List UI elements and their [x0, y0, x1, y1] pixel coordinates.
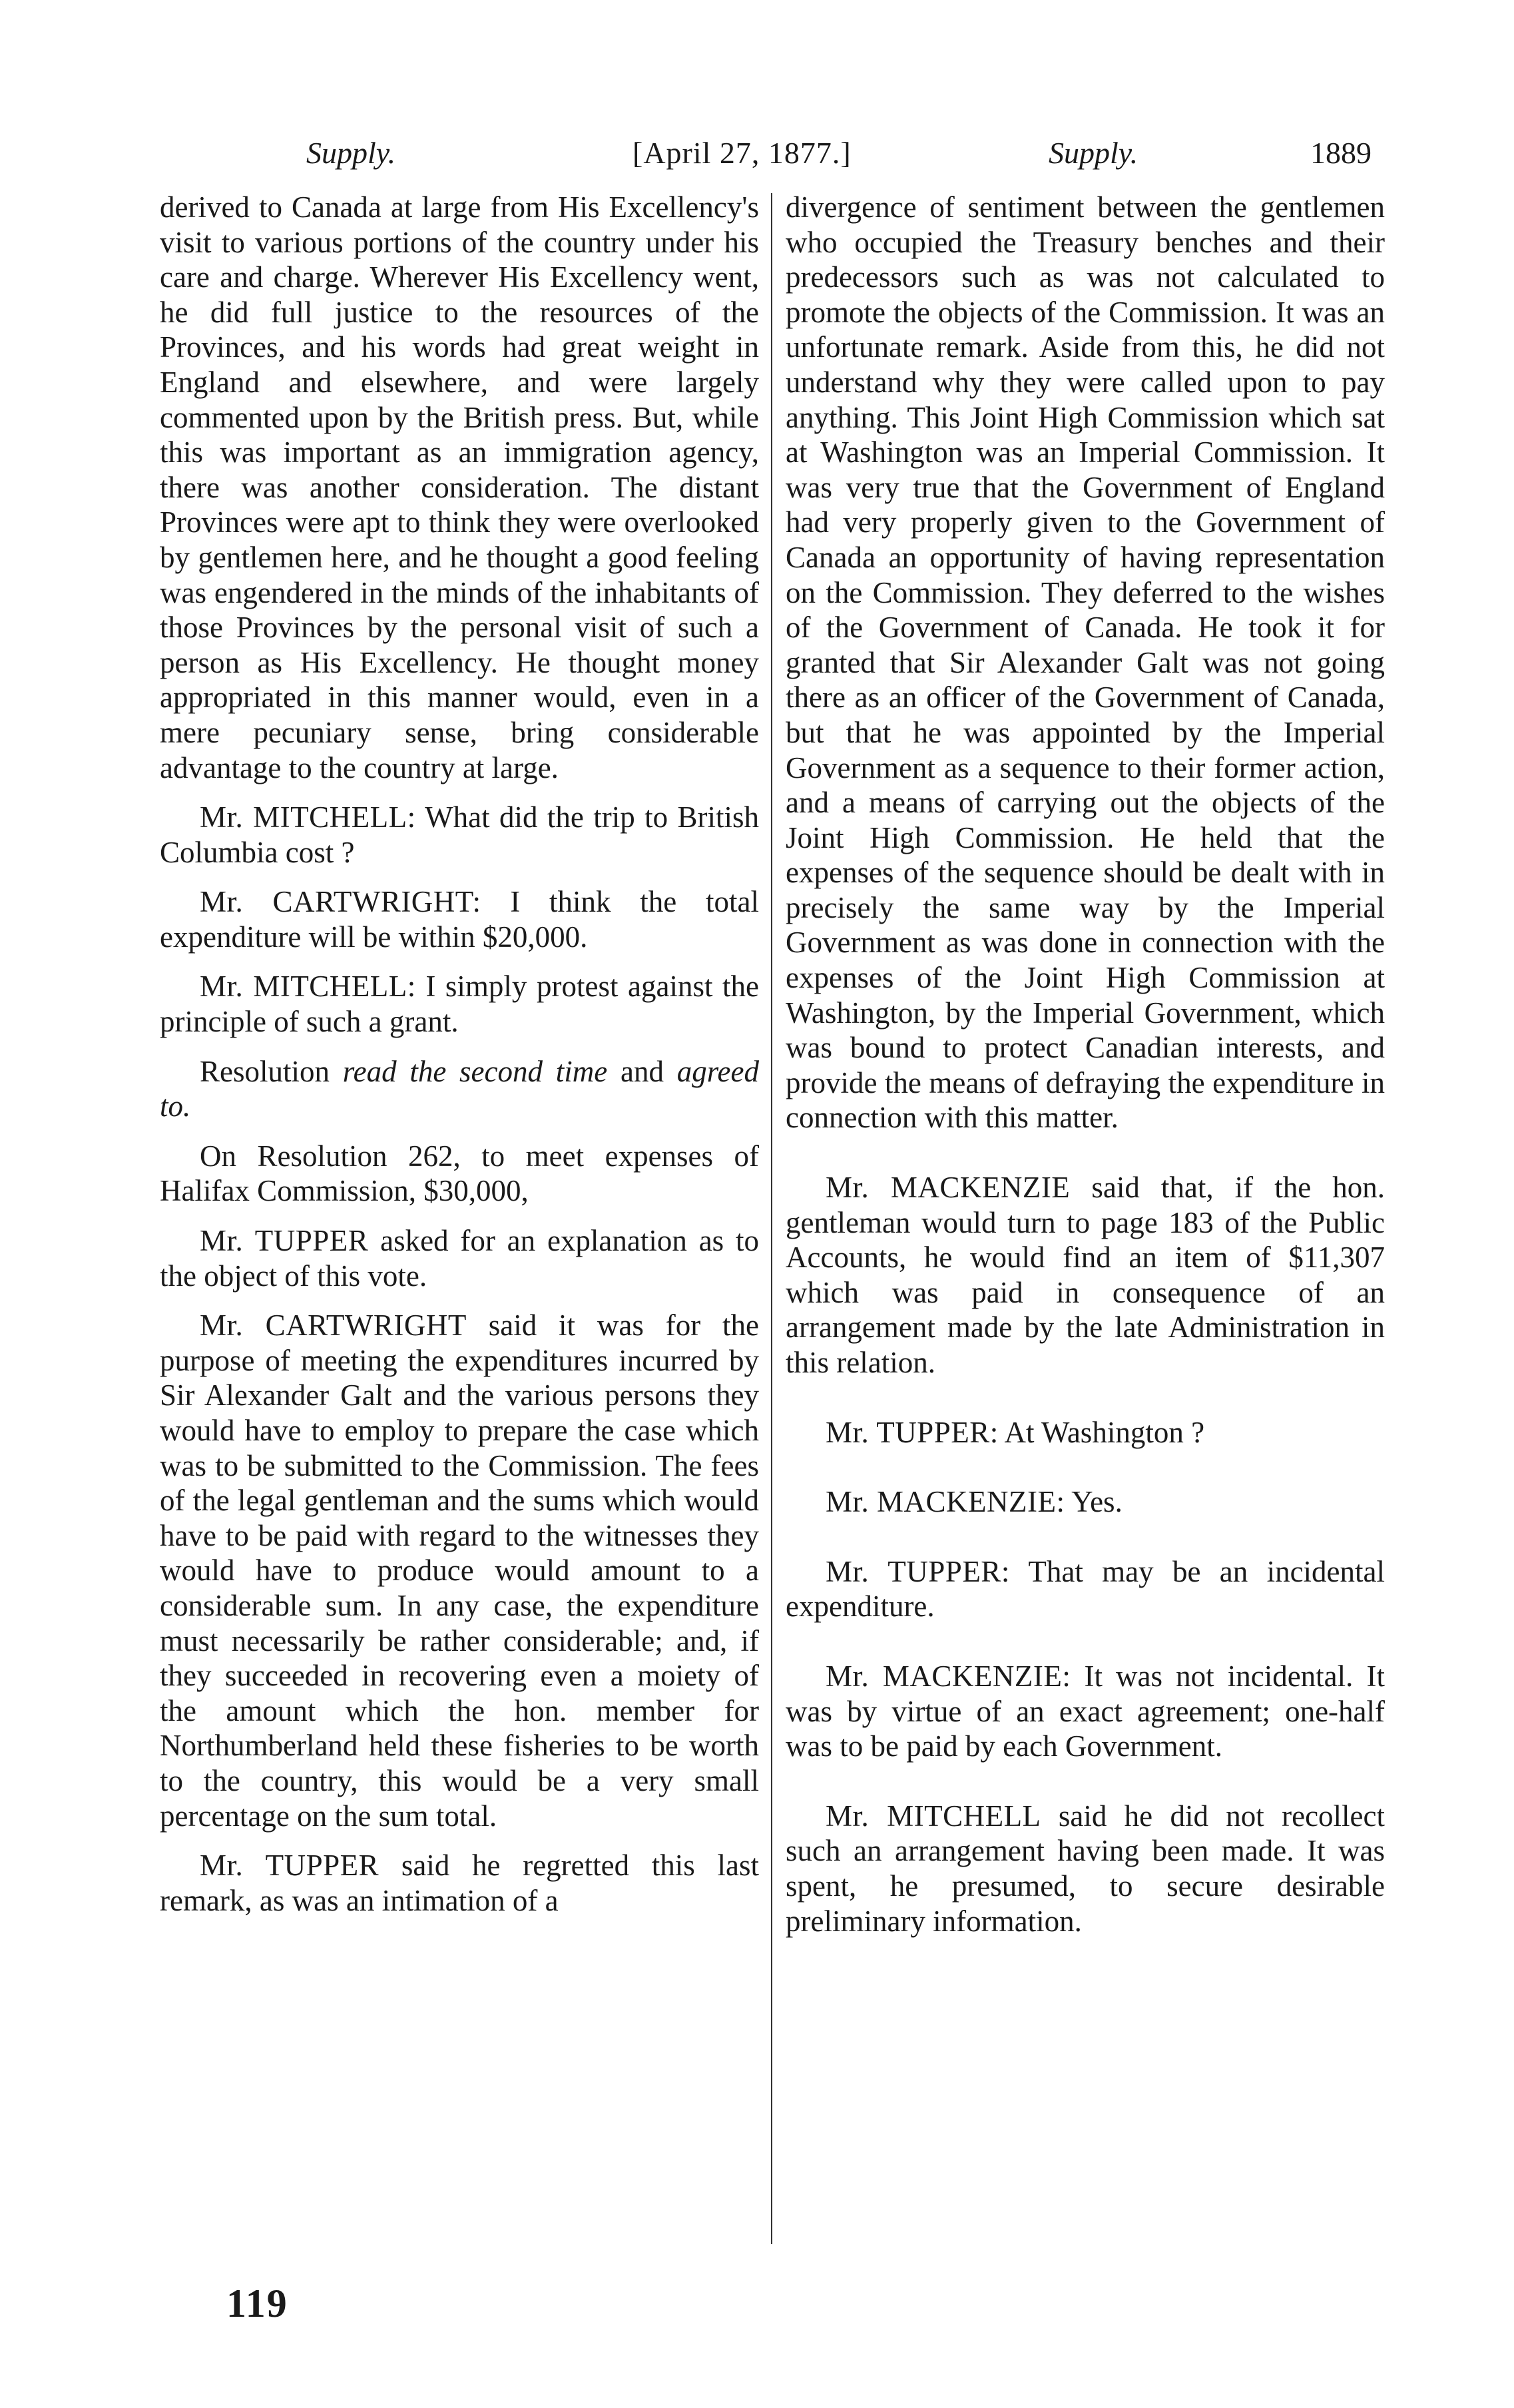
speaker-name: Mr. MITCHELL	[826, 1799, 1041, 1833]
header-left-title: Supply.	[306, 136, 396, 170]
speaker-name: Mr. MACKENZIE:	[826, 1659, 1071, 1693]
running-header	[160, 130, 1372, 176]
speech-text: What did the trip to British Columbia cost ?	[160, 800, 759, 869]
paragraph: divergence of sentiment between the gentlemen who occupied the Treasury benches and their predecessors such as was not calculated to promote the objects of the Commission. It was an unfortunate remark. Aside from this, he did not understand why they were called upon to pay anything. This Joint High Commission which sat at Washington was an Imperial Commission. It was very true that the Government of England had very properly given to the Government of Canada an opportunity of having representation on the Commission. They deferred to the wishes of the Government of Canada. He took it for granted that Sir Alexander Galt was not going there as an officer of the Government of Canada, but that he was appointed by the Imperial Government as a sequence to their former action, and a means of carrying out the objects of the Joint High Commission. He held that the expenses of the sequence should be dealt with in precisely the same way by the Imperial Government as was done in connection with the expenses of the Joint High Commission at Washington, by the Imperial Government, which was bound to protect Canadian interests, and provide the means of defraying the expenditure in connection with this matter.	[786, 190, 1385, 1135]
speaker-name: Mr. TUPPER	[200, 1224, 369, 1258]
column-divider	[771, 193, 772, 2244]
paragraph	[160, 884, 759, 954]
right-column	[786, 190, 1385, 1939]
paragraph	[786, 1484, 1385, 1520]
paragraph	[786, 1659, 1385, 1764]
speaker-name: Mr. MACKENZIE	[826, 1171, 1071, 1205]
speaker-name: Mr. CARTWRIGHT:	[200, 885, 481, 919]
speaker-name: Mr. MITCHELL:	[200, 970, 416, 1004]
folio-number: 119	[226, 2281, 288, 2325]
paragraph	[160, 1848, 759, 1918]
speech-text: Yes.	[1071, 1485, 1123, 1519]
paragraph	[160, 1308, 759, 1833]
speech-text: That may be an incidental expenditure.	[786, 1554, 1385, 1624]
paragraph	[786, 1170, 1385, 1380]
page-number: 1889	[1310, 136, 1372, 170]
paragraph	[160, 800, 759, 870]
resolution-text: Resolution	[200, 1054, 330, 1088]
header-right-title: Supply.	[1049, 136, 1138, 170]
speech-text: said that, if the hon. gentleman would turn to page 183 of the Public Accounts, he would find an item of $11,307 which was paid in consequence of an arrangement made by the late Administration in this relation.	[786, 1171, 1386, 1379]
speaker-name: Mr. MITCHELL:	[200, 800, 416, 834]
paragraph	[160, 1054, 759, 1124]
speaker-name: Mr. TUPPER	[200, 1849, 379, 1883]
paragraph	[160, 969, 759, 1039]
resolution-italic: agreed to.	[160, 1054, 760, 1123]
speech-text: At Washington ?	[1004, 1415, 1205, 1449]
paragraph: On Resolution 262, to meet expenses of Halifax Commission, $30,000,	[160, 1139, 759, 1208]
resolution-text: and	[620, 1054, 664, 1088]
speech-text: It was not incidental. It was by virtue of an exact agreement; one-half was to be paid by each Government.	[786, 1659, 1385, 1763]
paragraph: derived to Canada at large from His Excellency's visit to various portions of the country under his care and charge. Wherever His Excellency went, he did full justice to the resources of the Provinces, and his words had great weight in England and elsewhere, and were largely commented upon by the British press. But, while this was important as an immigration agency, there was another consideration. The distant Provinces were apt to think they were overlooked by gentlemen here, and he thought a good feeling was engendered in the minds of the inhabitants of those Provinces by the personal visit of such a person as His Excellency. He thought money appropriated in this manner would, even in a mere pecuniary sense, bring considerable advantage to the country at large.	[160, 190, 759, 784]
resolution-italic: read the second time	[342, 1054, 608, 1088]
left-column	[160, 190, 759, 1918]
speaker-name: Mr. CARTWRIGHT	[200, 1309, 467, 1343]
speech-text: said it was for the purpose of meeting the expenditures incurred by Sir Alexander Galt and the various persons they would have to employ to prepare the case which was to be submitted to the Commission. The fees of the legal gentleman and the sums which would have to be paid with regard to the witnesses they would have to produce would amount to a considerable sum. In any case, the expenditure must necessarily be rather considerable; and, if they succeeded in recovering even a moiety of the amount which the hon. member for Northumberland held these fisheries to be worth to the country, this would be a very small percentage on the sum total.	[160, 1309, 759, 1833]
speaker-name: Mr. TUPPER:	[826, 1415, 999, 1449]
speaker-name: Mr. TUPPER:	[826, 1554, 1010, 1588]
speaker-name: Mr. MACKENZIE:	[826, 1485, 1065, 1519]
speech-text: I simply protest against the principle of such a grant.	[160, 970, 760, 1039]
speech-text: said he regretted this last remark, as was an intimation of a	[160, 1849, 759, 1917]
paragraph	[786, 1415, 1385, 1450]
paragraph	[160, 1223, 759, 1293]
speech-text: asked for an explanation as to the object of this vote.	[160, 1224, 759, 1293]
header-date: [April 27, 1877.]	[632, 136, 852, 170]
paragraph	[786, 1554, 1385, 1624]
speech-text: said he did not recollect such an arrangement having been made. It was spent, he presumed, to secure desirable preliminary information.	[786, 1799, 1385, 1938]
paragraph	[786, 1799, 1385, 1939]
speech-text: I think the total expenditure will be within $20,000.	[160, 885, 759, 954]
